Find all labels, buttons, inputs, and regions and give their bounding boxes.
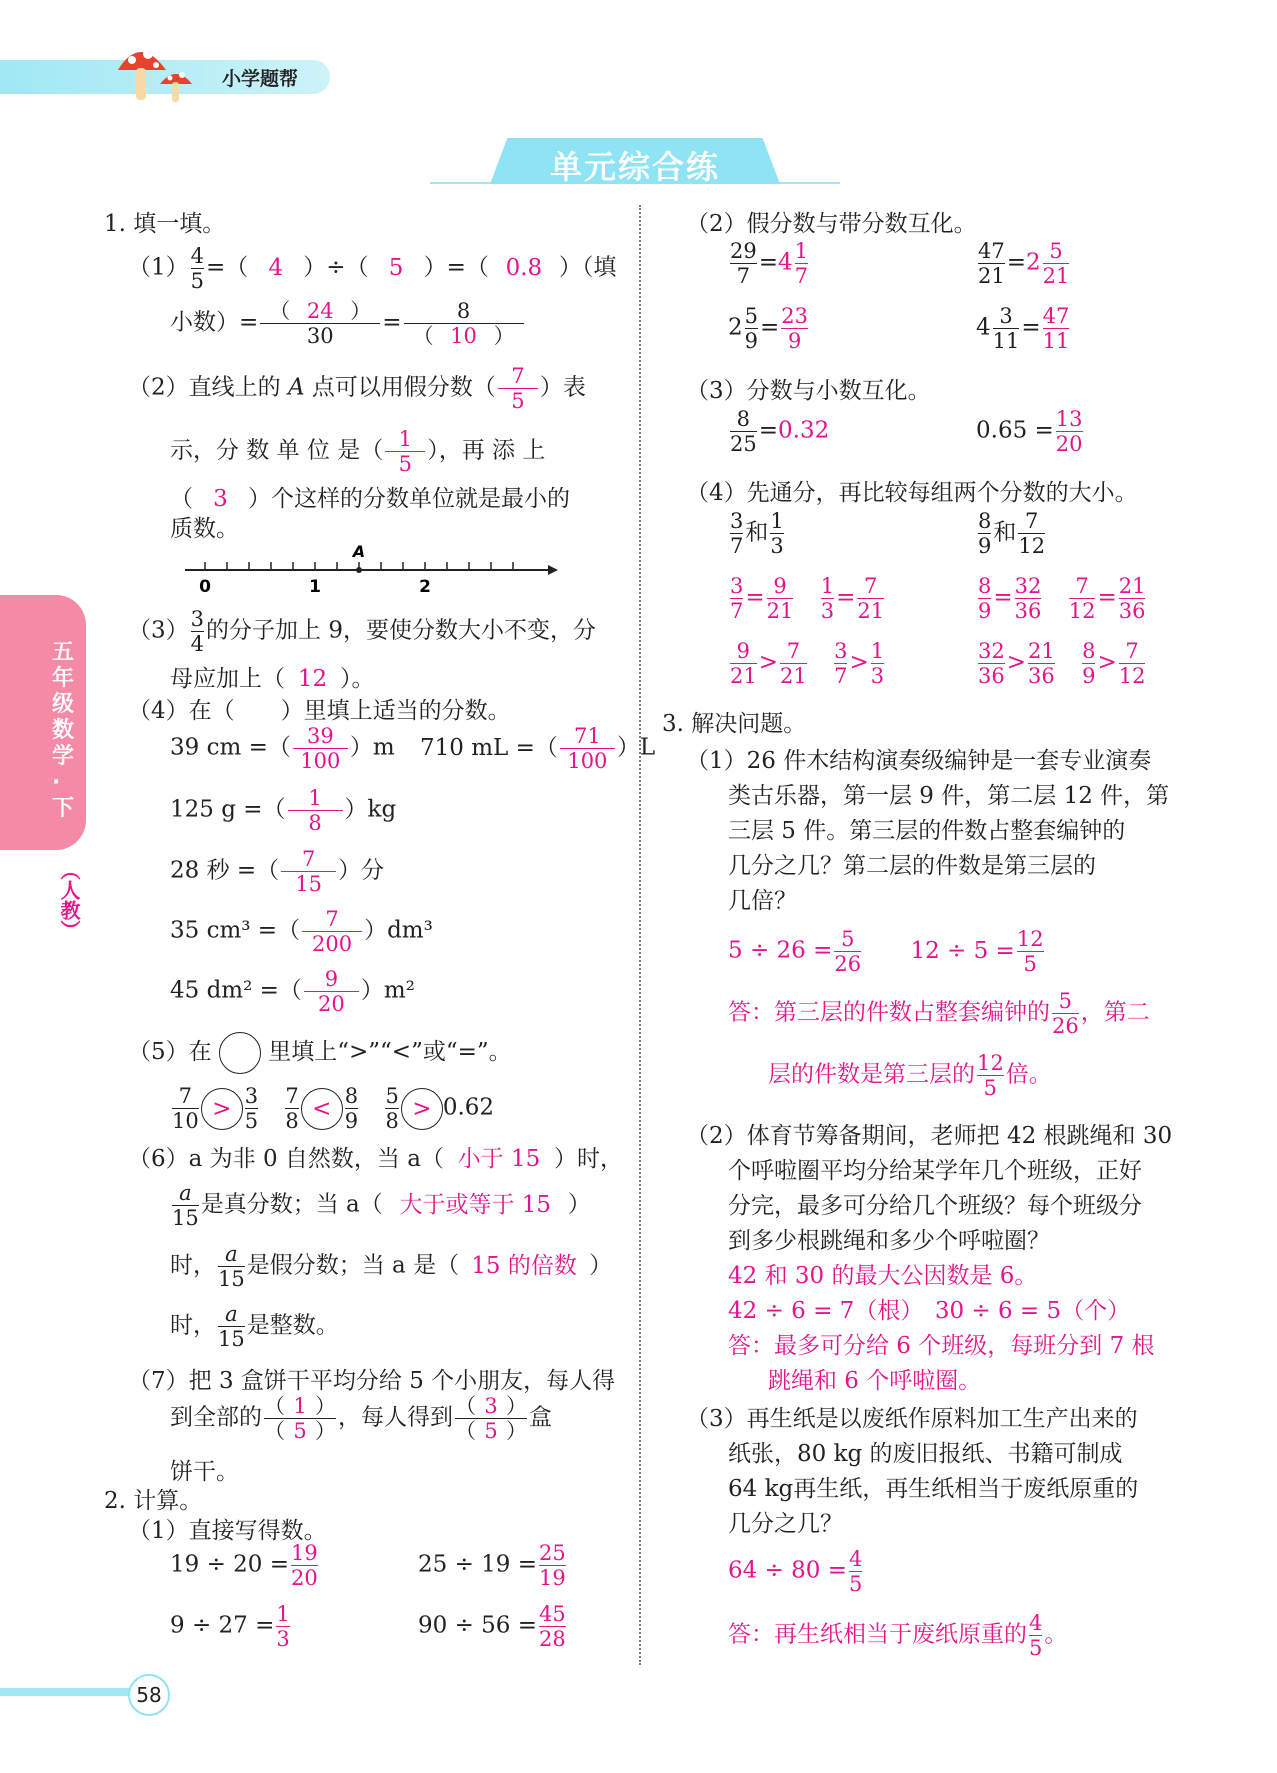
q1-p3-line2: 母应加上（ 12 ）。 bbox=[170, 666, 375, 692]
fraction: $\frac{1}{5}$ bbox=[385, 428, 425, 475]
q1-p7-line1: （7）把 3 盒饼干平均分给 5 个小朋友，每人得 bbox=[128, 1368, 616, 1394]
side-tab-grade: 五年级数学·下 bbox=[52, 640, 75, 821]
q3-p2-text: （2）体育节筹备期间，老师把 42 根跳绳和 30 bbox=[686, 1123, 1173, 1149]
q1-p2-line1: （2）直线上的 A 点可以用假分数（ $\frac{7}{5}$ ）表 bbox=[128, 364, 586, 414]
q2-p2-item: $\frac{29}{7}$ =4 $\frac{1}{7}$ bbox=[730, 239, 809, 289]
compare-circle[interactable]: > bbox=[401, 1088, 443, 1130]
q1-p3-line1: （3） $\frac{3}{4}$ 的分子加上 9，要使分数大小不变，分 bbox=[128, 607, 596, 657]
q2-title: 2. 计算。 bbox=[104, 1488, 203, 1514]
q2-p1-item: 90 ÷ 56 = $\frac{45}{28}$ bbox=[418, 1602, 566, 1652]
q1-p6-line1: （6）a 为非 0 自然数，当 a（ 小于 15 ）时， bbox=[128, 1146, 623, 1172]
q3-p2-answer: 42 ÷ 6 = 7（根） 30 ÷ 6 = 5（个） bbox=[728, 1298, 1131, 1324]
q2-p4-label: （4）先通分，再比较每组两个分数的大小。 bbox=[686, 480, 1138, 506]
q3-p1-text: 几倍？ bbox=[728, 888, 797, 914]
answer: 4 bbox=[268, 254, 284, 281]
number-line bbox=[180, 540, 560, 600]
q2-p1-label: （1）直接写得数。 bbox=[128, 1518, 327, 1544]
q1-p4-row: 35 cm³ =（ $\frac{7}{200}$ ）dm³ bbox=[170, 907, 433, 957]
q2-p2-label: （2）假分数与带分数互化。 bbox=[686, 211, 977, 237]
fraction: $\frac{4}{5}$ bbox=[190, 244, 205, 294]
q2-p4-answer: $\frac{8}{9}$ = $\frac{32}{36}$ $\frac{7}{12}$ = $\frac{21}{36}$ bbox=[978, 574, 1146, 624]
q3-p1-answer: 层的件数是第三层的 $\frac{12}{5}$ 倍。 bbox=[768, 1051, 1052, 1101]
q2-p3-item: $\frac{8}{25}$ =0.32 bbox=[730, 407, 830, 457]
answer: 0.8 bbox=[505, 254, 543, 281]
point-label: A bbox=[352, 542, 366, 561]
q3-p2-text: 分完，最多可分给几个班级？每个班级分 bbox=[728, 1193, 1142, 1219]
q3-p3-text: （3）再生纸是以废纸作原料加工生产出来的 bbox=[686, 1406, 1138, 1432]
column-divider bbox=[639, 205, 641, 1665]
q2-p2-item: $\frac{47}{21}$ =2 $\frac{5}{21}$ bbox=[978, 239, 1070, 289]
mushroom-logo-icon bbox=[110, 38, 210, 110]
tick-label: 2 bbox=[419, 577, 431, 597]
q2-p3-item: 0.65 = $\frac{13}{20}$ bbox=[976, 407, 1083, 457]
q2-p4-answer: $\frac{9}{21}$ > $\frac{7}{21}$ $\frac{3}{7}$ > $\frac{1}{3}$ bbox=[730, 639, 885, 689]
side-tab-edition: （人教） bbox=[57, 860, 81, 940]
q1-p5-label: （5）在 里填上“>”“<”或“=”。 bbox=[128, 1032, 512, 1074]
q3-p2-answer: 42 和 30 的最大公因数是 6。 bbox=[728, 1263, 1038, 1289]
q3-p2-text: 个呼啦圈平均分给某学年几个班级，正好 bbox=[728, 1158, 1142, 1184]
fraction: $\frac{3}{4}$ bbox=[190, 607, 205, 657]
q1-p2-line2: 示，分 数 单 位 是（ $\frac{1}{5}$ ），再 添 上 bbox=[170, 427, 546, 477]
q1-p7-line2: 到全部的 $\frac{( 1 )}{( 5 )}$ ，每人得到 $\frac{( 3 )}{( 5 )}$ 盒 bbox=[170, 1394, 552, 1444]
q1-p1-line1: （1） $\frac{4}{5}$ =（ 4 ）÷（ 5 ）=（ 0.8 ）（填 bbox=[128, 244, 617, 294]
fraction: $\frac{( 24 )}{30}$ bbox=[260, 300, 380, 347]
q3-title: 3. 解决问题。 bbox=[662, 711, 807, 737]
q3-p1-calc: 5 ÷ 26 = $\frac{5}{26}$ 12 ÷ 5 = $\frac{12}{5}$ bbox=[728, 927, 1044, 977]
q3-p2-text: 到多少根跳绳和多少个呼啦圈？ bbox=[728, 1228, 1050, 1254]
fraction: $\frac{7}{5}$ bbox=[498, 365, 538, 412]
q1-p2-line3: （ 3 ）个这样的分数单位就是最小的 bbox=[170, 486, 570, 512]
q2-p4-answer: $\frac{3}{7}$ = $\frac{9}{21}$ $\frac{1}{3}$ = $\frac{7}{21}$ bbox=[730, 574, 885, 624]
compare-circle[interactable]: > bbox=[201, 1088, 243, 1130]
q3-p3-text: 64 kg再生纸，再生纸相当于废纸原重的 bbox=[728, 1476, 1139, 1502]
q2-p2-item: 4 $\frac{3}{11}$ = $\frac{47}{11}$ bbox=[976, 304, 1070, 354]
q2-p1-item: 19 ÷ 20 = $\frac{19}{20}$ bbox=[170, 1541, 318, 1591]
q3-p3-text: 几分之几？ bbox=[728, 1511, 843, 1537]
q2-p3-label: （3）分数与小数互化。 bbox=[686, 378, 931, 404]
q1-p4-row: 39 cm =（ $\frac{39}{100}$ ）m 710 mL =（ $\frac{71}{100}$ ）L bbox=[170, 724, 656, 774]
q3-p3-answer: 答：再生纸相当于废纸原重的 $\frac{4}{5}$ 。 bbox=[728, 1611, 1068, 1661]
q2-p2-item: 2 $\frac{5}{9}$ = $\frac{23}{9}$ bbox=[728, 304, 809, 354]
q1-p4-row: 28 秒 =（ $\frac{7}{15}$ ）分 bbox=[170, 847, 385, 897]
q3-p3-text: 纸张，80 kg 的废旧报纸、书籍可制成 bbox=[728, 1441, 1123, 1467]
q3-p1-text: 几分之几？第二层的件数是第三层的 bbox=[728, 853, 1096, 879]
q2-p1-item: 9 ÷ 27 = $\frac{1}{3}$ bbox=[170, 1602, 290, 1652]
fraction: $\frac{8}{( 10 )}$ bbox=[404, 300, 524, 347]
tick-label: 0 bbox=[199, 577, 211, 597]
q1-p4-label: （4）在（ ）里填上适当的分数。 bbox=[128, 698, 511, 724]
compare-circle[interactable]: < bbox=[301, 1088, 343, 1130]
answer: 5 bbox=[388, 254, 404, 281]
q1-p5-items: $\frac{7}{10}$ > $\frac{3}{5}$ $\frac{7}{8}$ < $\frac{8}{9}$ $\frac{5}{8}$ > 0.62 bbox=[172, 1084, 495, 1134]
q3-p3-calc: 64 ÷ 80 = $\frac{4}{5}$ bbox=[728, 1547, 863, 1597]
q3-p1-text: 类古乐器，第一层 9 件，第二层 12 件，第 bbox=[728, 783, 1170, 809]
page-title: 单元综合练 bbox=[549, 148, 720, 186]
brand-label: 小学题帮 bbox=[222, 68, 299, 90]
q3-p1-text: 三层 5 件。第三层的件数占整套编钟的 bbox=[728, 818, 1126, 844]
q1-p2-line4: 质数。 bbox=[170, 516, 239, 542]
page-number: 58 bbox=[128, 1674, 170, 1716]
tick-label: 1 bbox=[309, 577, 321, 597]
q1-p1-label: （1） bbox=[128, 254, 189, 281]
q1-p1-line2: 小数）= $\frac{( 24 )}{30}$ = $\frac{8}{( 10 )}$ bbox=[170, 300, 526, 347]
q1-p4-row: 45 dm² =（ $\frac{9}{20}$ ）m² bbox=[170, 967, 415, 1017]
q2-p4-group: $\frac{3}{7}$ 和 $\frac{1}{3}$ bbox=[730, 509, 784, 559]
q2-p1-item: 25 ÷ 19 = $\frac{25}{19}$ bbox=[418, 1541, 566, 1591]
q1-p6-line4: 时， $\frac{a}{15}$ 是整数。 bbox=[170, 1302, 339, 1352]
q1-title: 1. 填一填。 bbox=[104, 211, 226, 237]
q3-p1-text: （1）26 件木结构演奏级编钟是一套专业演奏 bbox=[686, 748, 1152, 774]
q2-p4-answer: $\frac{32}{36}$ > $\frac{21}{36}$ $\frac{8}{9}$ > $\frac{7}{12}$ bbox=[978, 639, 1146, 689]
blank-circle-icon bbox=[219, 1032, 261, 1074]
q3-p1-answer: 答：第三层的件数占整套编钟的 $\frac{5}{26}$ ，第二 bbox=[728, 989, 1150, 1039]
q1-p6-line2: $\frac{a}{15}$ 是真分数；当 a（ 大于或等于 15 ） bbox=[172, 1181, 591, 1231]
q1-p4-row: 125 g =（ $\frac{1}{8}$ ）kg bbox=[170, 786, 397, 836]
q1-p7-line3: 饼干。 bbox=[170, 1459, 239, 1485]
q2-p4-group: $\frac{8}{9}$ 和 $\frac{7}{12}$ bbox=[978, 509, 1046, 559]
q3-p2-answer: 答：最多可分给 6 个班级，每班分到 7 根 bbox=[728, 1333, 1155, 1359]
q1-p6-line3: 时， $\frac{a}{15}$ 是假分数；当 a 是（ 15 的倍数 ） bbox=[170, 1242, 613, 1292]
q3-p2-answer: 跳绳和 6 个呼啦圈。 bbox=[768, 1368, 982, 1394]
